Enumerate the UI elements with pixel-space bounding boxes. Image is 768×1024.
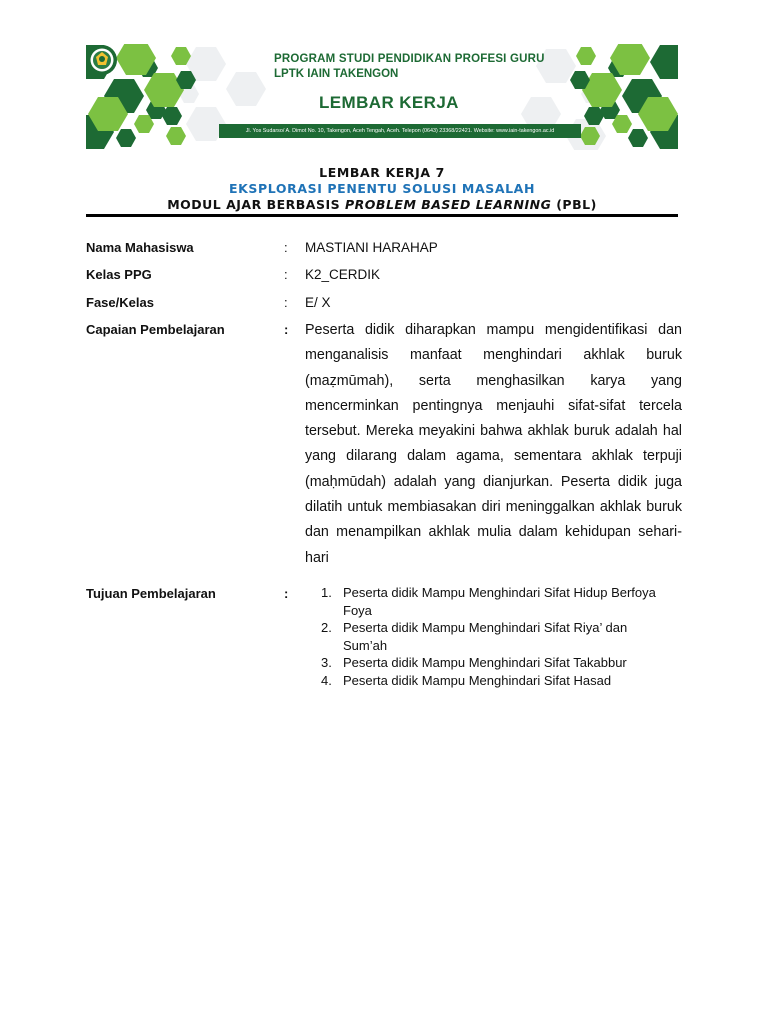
list-item xyxy=(305,619,665,654)
label-nama-mahasiswa: Nama Mahasiswa xyxy=(86,240,194,255)
list-item-text: Peserta didik Mampu Menghindari Sifat Hidup Berfoya Foya xyxy=(343,585,656,618)
tujuan-list xyxy=(305,584,665,689)
banner-address: Jl. Yos Sudarso/ A. Dimot No. 10, Takengon, Aceh Tengah, Aceh. Telepon (0643) 23368/22421. Website: www.iain-takengon.ac.id xyxy=(219,124,581,138)
colon-capaian: : xyxy=(284,322,289,337)
list-item xyxy=(305,584,665,619)
label-kelas-ppg: Kelas PPG xyxy=(86,267,152,282)
banner-title: LEMBAR KERJA xyxy=(319,93,459,112)
list-item-number: 4. xyxy=(321,672,332,688)
list-item-number: 1. xyxy=(321,585,332,600)
list-item-number: 3. xyxy=(321,655,332,670)
module-suffix: (PBL) xyxy=(551,197,597,212)
label-fase-kelas: Fase/Kelas xyxy=(86,295,154,310)
value-capaian-pembelajaran: Peserta didik diharapkan mampu mengidentifikasi dan menganalisis manfaat menghindari akhlak buruk (maẓmūmah), serta menghasilkan karya yang mencerminkan pentingnya menjauhi sifat-sifat tercela tersebut. Mereka meyakini bahwa akhlak buruk adalah hal yang dilarang dalam agama, sementara akhlak terpuji (maḥmūdah) adalah yang dianjurkan. Peserta didik juga dilatih untuk membiasakan diri meninggalkan akhlak buruk dan menampilkan akhlak mulia dalam kehidupan sehari-hari xyxy=(305,322,682,566)
module-heading xyxy=(86,197,678,212)
worksheet-title: LEMBAR KERJA 7 xyxy=(319,165,445,180)
module-italic: PROBLEM BASED LEARNING xyxy=(345,197,552,212)
colon-kelas: : xyxy=(284,267,288,282)
value-nama-mahasiswa: MASTIANI HARAHAP xyxy=(305,240,438,255)
colon-tujuan: : xyxy=(284,586,289,601)
list-item-text: Peserta didik Mampu Menghindari Sifat Hasad xyxy=(343,672,612,688)
list-item-text: Peserta didik Mampu Menghindari Sifat Takabbur xyxy=(343,655,627,670)
label-tujuan-pembelajaran: Tujuan Pembelajaran xyxy=(86,586,216,601)
list-item xyxy=(305,654,665,672)
banner-program-name: PROGRAM STUDI PENDIDIKAN PROFESI GURU xyxy=(274,53,545,65)
label-capaian-pembelajaran: Capaian Pembelajaran xyxy=(86,322,225,337)
header-divider xyxy=(86,214,678,217)
banner-institution: LPTK IAIN TAKENGON xyxy=(274,68,399,80)
module-prefix: MODUL AJAR BERBASIS xyxy=(167,197,345,212)
iain-logo-icon xyxy=(86,44,118,76)
value-kelas-ppg: K2_CERDIK xyxy=(305,267,381,282)
header-banner xyxy=(86,44,678,150)
list-item-text: Peserta didik Mampu Menghindari Sifat Riya’ dan Sum’ah xyxy=(343,620,628,653)
value-fase-kelas: E/ X xyxy=(305,295,331,310)
colon-nama: : xyxy=(284,240,288,255)
list-item xyxy=(305,672,665,690)
colon-fase: : xyxy=(284,295,288,310)
list-item-number: 2. xyxy=(321,620,332,635)
worksheet-subtitle: EKSPLORASI PENENTU SOLUSI MASALAH xyxy=(228,181,536,196)
